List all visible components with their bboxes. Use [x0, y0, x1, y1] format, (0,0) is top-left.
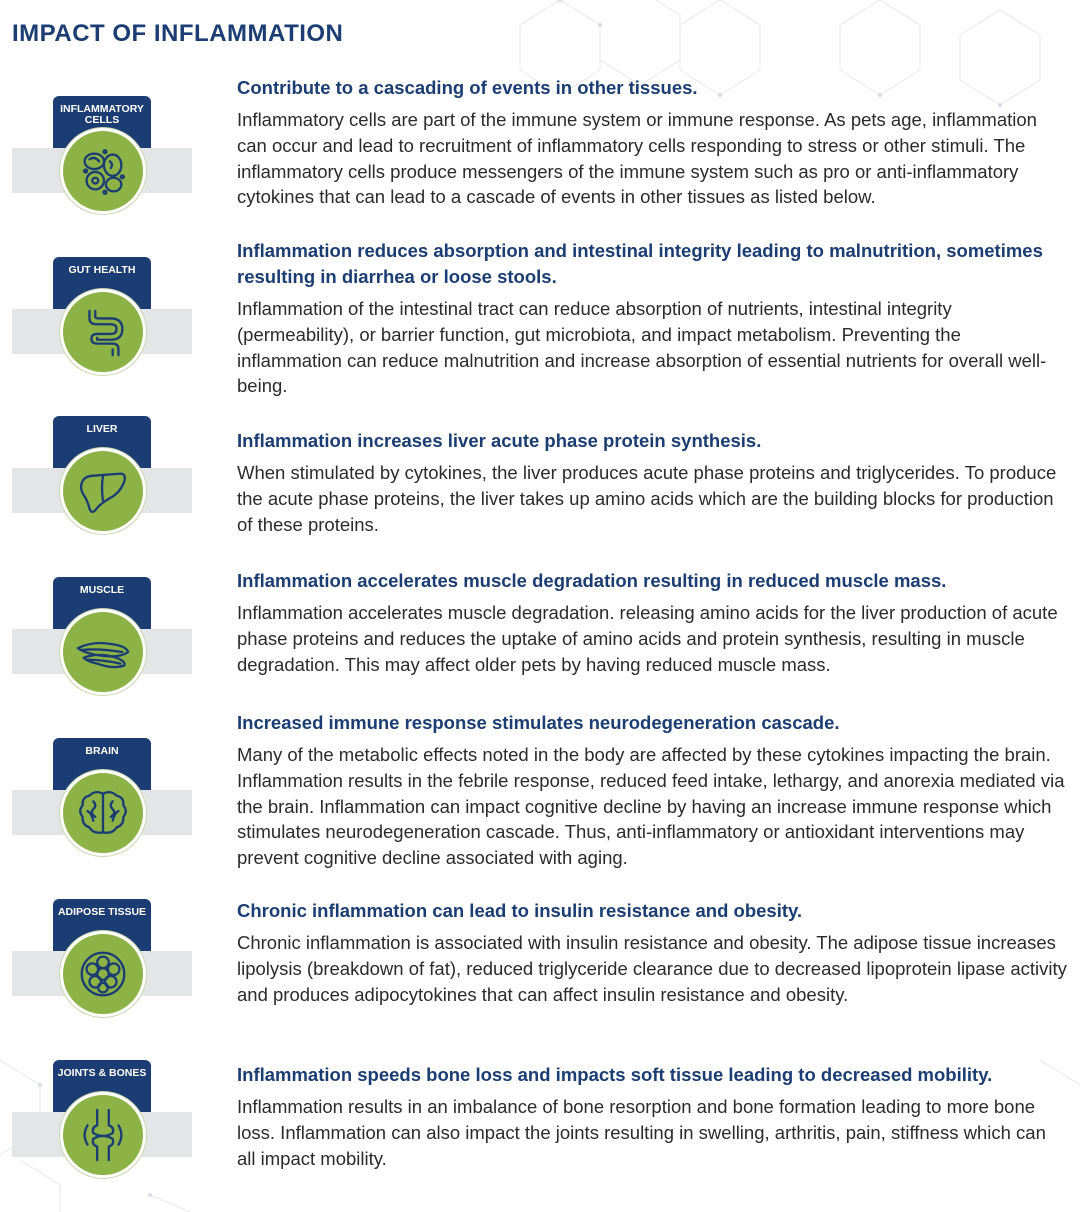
section-heading: Chronic inflammation can lead to insulin resistance and obesity. — [237, 900, 803, 921]
section-heading: Increased immune response stimulates neurodegeneration cascade. — [237, 712, 840, 733]
section-heading: Inflammation speeds bone loss and impacts soft tissue leading to decreased mobility. — [237, 1064, 993, 1085]
intestine-icon — [74, 303, 132, 361]
liver-icon — [74, 462, 132, 520]
icon-circle — [60, 448, 146, 534]
text-column — [237, 238, 1067, 399]
icon-block — [0, 571, 200, 701]
inflammatory-cells-icon — [74, 142, 132, 200]
icon-block — [0, 732, 200, 862]
section-heading: Inflammation accelerates muscle degradation resulting in reduced muscle mass. — [237, 570, 947, 591]
section-heading: Inflammation reduces absorption and intestinal integrity leading to malnutrition, sometimes resulting in diarrhea or loose stools. — [237, 240, 1043, 287]
text-column — [237, 710, 1067, 871]
section-body: Many of the metabolic effects noted in the body are affected by these cytokines impacting the brain. Inflammation results in the febrile response, reduced feed intake, lethargy, and anorexia mediated via the brain. Inflammation can impact cognitive decline by having an increase immune response which stimulates neurodegeneration cascade. Thus, anti-inflammatory or antioxidant interventions may prevent cognitive decline associated with aging. — [237, 744, 1065, 869]
section-body: Chronic inflammation is associated with insulin resistance and obesity. The adipose tissue increases lipolysis (breakdown of fat), reduced triglyceride clearance due to decreased lipoprotein lipase activity and produces adipocytokines that can affect insulin resistance and obesity. — [237, 932, 1067, 1005]
category-tab: INFLAMMATORY CELLS — [53, 96, 151, 148]
section-body: Inflammation accelerates muscle degradation. releasing amino acids for the liver production of acute phase proteins and reduces the uptake of amino acids and protein synthesis, resulting in muscle degradation. This may affect older pets by having reduced muscle mass. — [237, 602, 1058, 675]
text-column — [237, 898, 1067, 1007]
brain-icon — [74, 784, 132, 842]
text-column — [237, 75, 1067, 210]
section-body: Inflammation results in an imbalance of bone resorption and bone formation leading to more bone loss. Inflammation can also impact the joints resulting in swelling, arthritis, pain, stiffness which can all impact mobility. — [237, 1096, 1046, 1169]
section-body: When stimulated by cytokines, the liver produces acute phase proteins and triglycerides. To produce the acute phase proteins, the liver takes up amino acids which are the building blocks for production of these proteins. — [237, 462, 1057, 535]
category-tab: BRAIN — [53, 738, 151, 790]
text-column — [237, 428, 1067, 537]
icon-block — [0, 251, 200, 381]
section-heading: Contribute to a cascading of events in other tissues. — [237, 77, 698, 98]
icon-block — [0, 893, 200, 1023]
icon-circle — [60, 289, 146, 375]
category-tab: JOINTS & BONES — [53, 1060, 151, 1112]
icon-block — [0, 1054, 200, 1184]
icon-circle — [60, 770, 146, 856]
icon-circle — [60, 931, 146, 1017]
icon-block — [0, 410, 200, 540]
section-heading: Inflammation increases liver acute phase protein synthesis. — [237, 430, 762, 451]
icon-block — [0, 90, 200, 220]
category-tab: GUT HEALTH — [53, 257, 151, 309]
muscle-icon — [74, 623, 132, 681]
joint-bone-icon — [74, 1106, 132, 1164]
page-title: IMPACT OF INFLAMMATION — [12, 20, 344, 47]
text-column — [237, 568, 1067, 677]
icon-circle — [60, 609, 146, 695]
section-body: Inflammatory cells are part of the immune system or immune response. As pets age, inflammation can occur and lead to recruitment of inflammatory cells responding to stress or other stimuli. The inflammatory cells produce messengers of the immune system such as pro or anti-inflammatory cytokines that can lead to a cascade of events in other tissues as listed below. — [237, 109, 1037, 208]
icon-circle — [60, 128, 146, 214]
category-tab: MUSCLE — [53, 577, 151, 629]
icon-circle — [60, 1092, 146, 1178]
category-tab: LIVER — [53, 416, 151, 468]
category-tab: ADIPOSE TISSUE — [53, 899, 151, 951]
text-column — [237, 1062, 1067, 1171]
adipose-tissue-icon — [74, 945, 132, 1003]
section-body: Inflammation of the intestinal tract can reduce absorption of nutrients, intestinal integrity (permeability), or barrier function, gut microbiota, and impact metabolism. Preventing the inflammation can reduce malnutrition and increase absorption of essential nutrients for overall well-being. — [237, 298, 1047, 397]
